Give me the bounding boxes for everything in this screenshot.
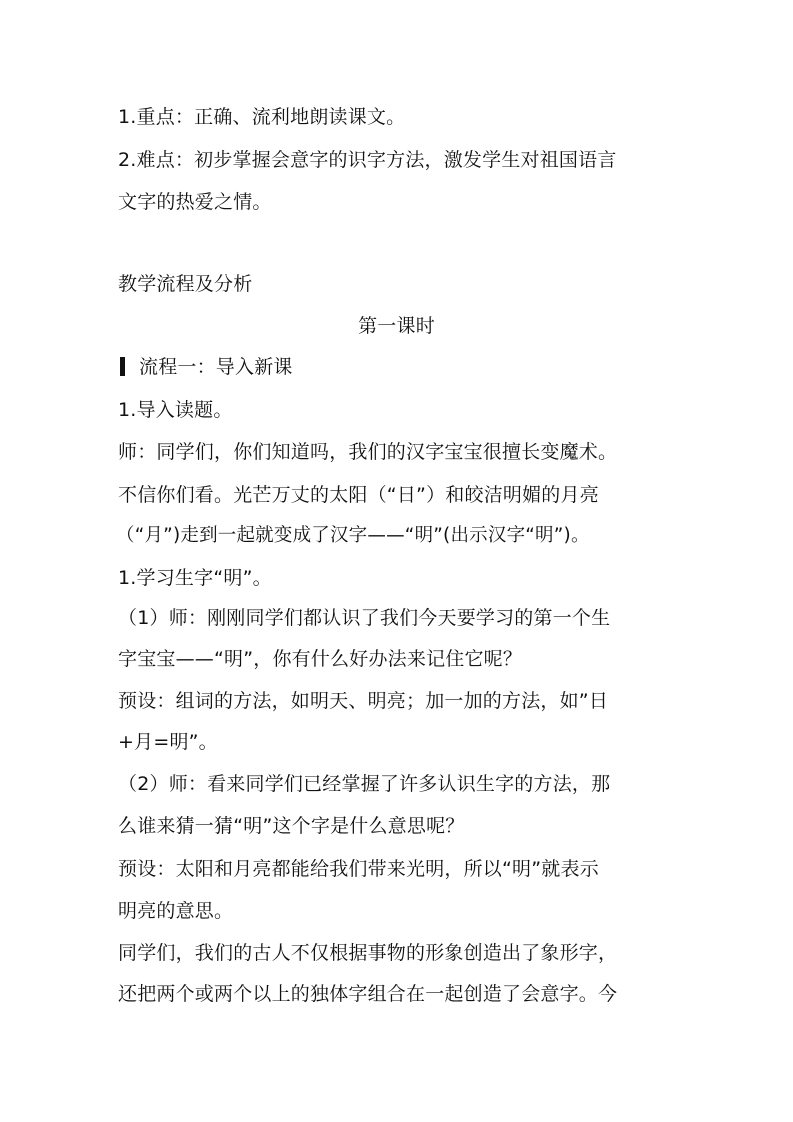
- difficulty-line-continued: 文字的热爱之情。: [118, 191, 272, 213]
- paragraph-line: 字宝宝——“明”，你有什么好办法来记住它呢？: [118, 648, 523, 670]
- paragraph-line: （1）师：刚刚同学们都认识了我们今天要学习的第一个生: [118, 607, 611, 629]
- paragraph-line: 1.导入读题。: [118, 399, 233, 421]
- process-heading-text: 流程一：导入新课: [139, 356, 293, 378]
- section-heading: 教学流程及分析: [118, 273, 253, 295]
- paragraph-line: 1.学习生字“明”。: [118, 567, 272, 589]
- paragraph-line: 预设：太阳和月亮都能给我们带来光明，所以“明”就表示: [118, 858, 599, 880]
- paragraph-line: 不信你们看。光芒万丈的太阳（“日”）和皎洁明媚的月亮: [118, 484, 599, 506]
- process-heading: [120, 353, 680, 381]
- key-point-line: 1.重点：正确、流利地朗读课文。: [118, 106, 406, 128]
- paragraph-line: 师：同学们，你们知道吗，我们的汉字宝宝很擅长变魔术。: [118, 441, 618, 463]
- paragraph-line: （2）师：看来同学们已经掌握了许多认识生字的方法，那: [118, 773, 611, 795]
- difficulty-line: 2.难点：初步掌握会意字的识字方法，激发学生对祖国语言: [118, 149, 617, 171]
- lesson-title: 第一课时: [358, 315, 435, 337]
- paragraph-line: 还把两个或两个以上的独体字组合在一起创造了会意字。今: [118, 983, 618, 1005]
- paragraph-line: 同学们，我们的古人不仅根据事物的形象创造出了象形字，: [118, 942, 618, 964]
- paragraph-line: 预设：组词的方法，如明天、明亮；加一加的方法，如”日: [118, 690, 609, 712]
- paragraph-line: 么谁来猜一猜“明”这个字是什么意思呢？: [118, 815, 465, 837]
- paragraph-line: +月=明”。: [118, 731, 218, 753]
- paragraph-line: 明亮的意思。: [118, 900, 234, 922]
- paragraph-line: （“月”)走到一起就变成了汉字——“明”(出示汉字“明”)。: [116, 525, 590, 546]
- heading-bar-icon: [120, 357, 125, 376]
